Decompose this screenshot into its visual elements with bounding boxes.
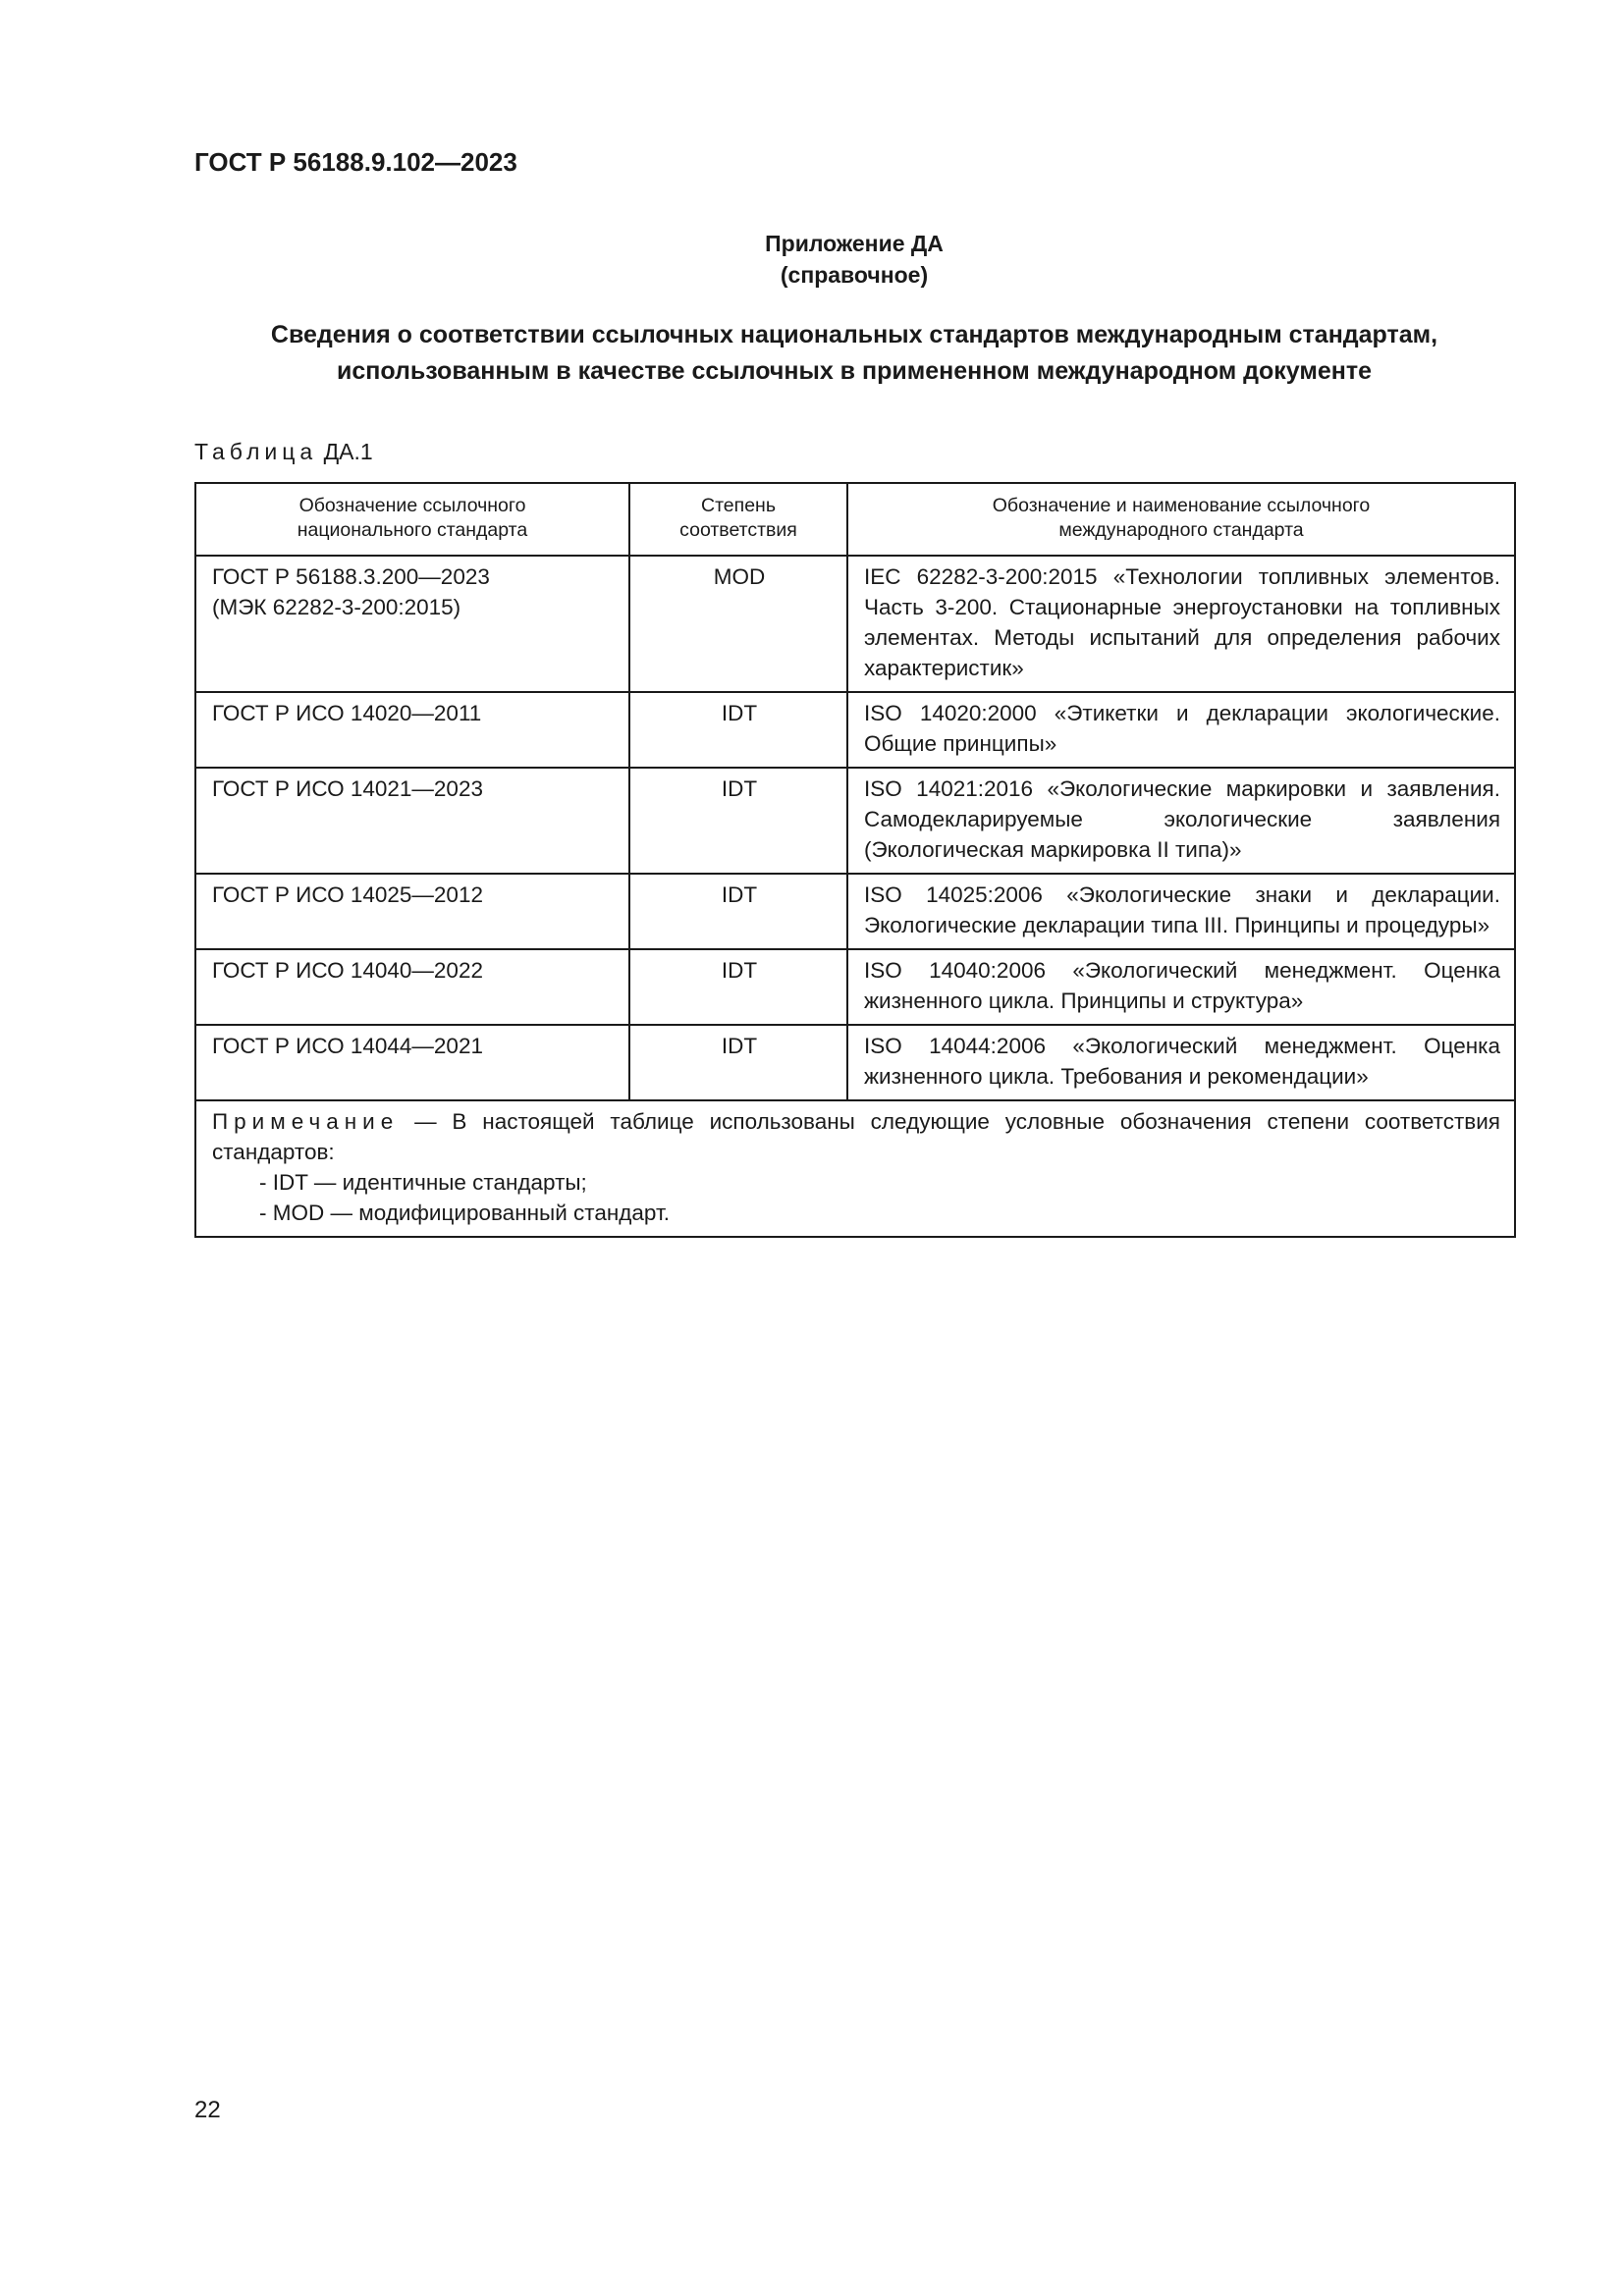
column-header-line: национального стандарта xyxy=(297,519,528,541)
table-row xyxy=(195,1025,1515,1100)
column-header-line: Обозначение ссылочного xyxy=(298,495,526,516)
appendix-title xyxy=(0,228,1624,291)
column-header-line: международного стандарта xyxy=(1058,519,1304,541)
degree-cell: IDT xyxy=(629,768,847,874)
note-item-mod: - MOD — модифицированный стандарт. xyxy=(259,1201,671,1225)
national-standard-cell xyxy=(195,556,629,692)
table-row xyxy=(195,874,1515,949)
note-label: Примечание xyxy=(212,1109,400,1134)
column-header-line: соответствия xyxy=(679,519,797,541)
international-standard-cell: ISO 14044:2006 «Экологический менеджмент. Оценка жизненного цикла. Требования и рекомендации» xyxy=(847,1025,1515,1100)
standards-table xyxy=(194,482,1516,1238)
column-header-degree xyxy=(629,483,847,556)
note-item-idt: - IDT — идентичные стандарты; xyxy=(259,1170,587,1195)
international-standard-cell: IEC 62282-3-200:2015 «Технологии топливных элементов. Часть 3-200. Стационарные энергоустановки на топливных элементах. Методы испытаний для определения рабочих характеристик» xyxy=(847,556,1515,692)
table-caption xyxy=(194,439,373,465)
national-standard-cell: ГОСТ Р ИСО 14040—2022 xyxy=(195,949,629,1025)
national-standard-cell: ГОСТ Р ИСО 14025—2012 xyxy=(195,874,629,949)
national-standard-code: ГОСТ Р 56188.3.200—2023 xyxy=(212,564,490,589)
section-heading-line-2: использованным в качестве ссылочных в примененном международном документе xyxy=(336,357,1373,385)
table-caption-number: ДА.1 xyxy=(323,439,373,464)
international-standard-cell: ISO 14020:2000 «Этикетки и декларации экологические. Общие принципы» xyxy=(847,692,1515,768)
degree-cell: MOD xyxy=(629,556,847,692)
note-body: — В настоящей таблице использованы следующие условные обозначения степени соответствия стандартов: xyxy=(212,1109,1500,1164)
document-code: ГОСТ Р 56188.9.102—2023 xyxy=(194,147,517,177)
table-row xyxy=(195,556,1515,692)
page-number: 22 xyxy=(194,2097,221,2123)
international-standard-cell: ISO 14021:2016 «Экологические маркировки и заявления. Самодекларируемые экологические заявления (Экологическая маркировка II типа)» xyxy=(847,768,1515,874)
column-header-international xyxy=(847,483,1515,556)
national-standard-cell: ГОСТ Р ИСО 14020—2011 xyxy=(195,692,629,768)
column-header-line: Обозначение и наименование ссылочного xyxy=(992,495,1371,516)
international-standard-cell: ISO 14025:2006 «Экологические знаки и декларации. Экологические декларации типа III. Принципы и процедуры» xyxy=(847,874,1515,949)
column-header-line: Степень xyxy=(701,495,776,516)
national-standard-cell: ГОСТ Р ИСО 14044—2021 xyxy=(195,1025,629,1100)
degree-cell: IDT xyxy=(629,874,847,949)
table-note-text xyxy=(212,1106,1500,1167)
international-standard-cell: ISO 14040:2006 «Экологический менеджмент. Оценка жизненного цикла. Принципы и структура» xyxy=(847,949,1515,1025)
degree-cell: IDT xyxy=(629,1025,847,1100)
table-row xyxy=(195,768,1515,874)
degree-cell: IDT xyxy=(629,692,847,768)
appendix-status: (справочное) xyxy=(780,262,929,288)
appendix-label: Приложение ДА xyxy=(765,231,944,256)
degree-cell: IDT xyxy=(629,949,847,1025)
table-row xyxy=(195,949,1515,1025)
table-row xyxy=(195,692,1515,768)
table-header-row xyxy=(195,483,1515,556)
section-heading-line-1: Сведения о соответствии ссылочных национальных стандартов международным стандартам, xyxy=(270,321,1438,348)
table-note-row xyxy=(195,1100,1515,1237)
national-standard-equivalent: (МЭК 62282-3-200:2015) xyxy=(212,595,461,619)
table-caption-word: Таблица xyxy=(194,439,318,464)
national-standard-cell: ГОСТ Р ИСО 14021—2023 xyxy=(195,768,629,874)
table-note xyxy=(195,1100,1515,1237)
section-heading xyxy=(194,317,1514,390)
column-header-national xyxy=(195,483,629,556)
